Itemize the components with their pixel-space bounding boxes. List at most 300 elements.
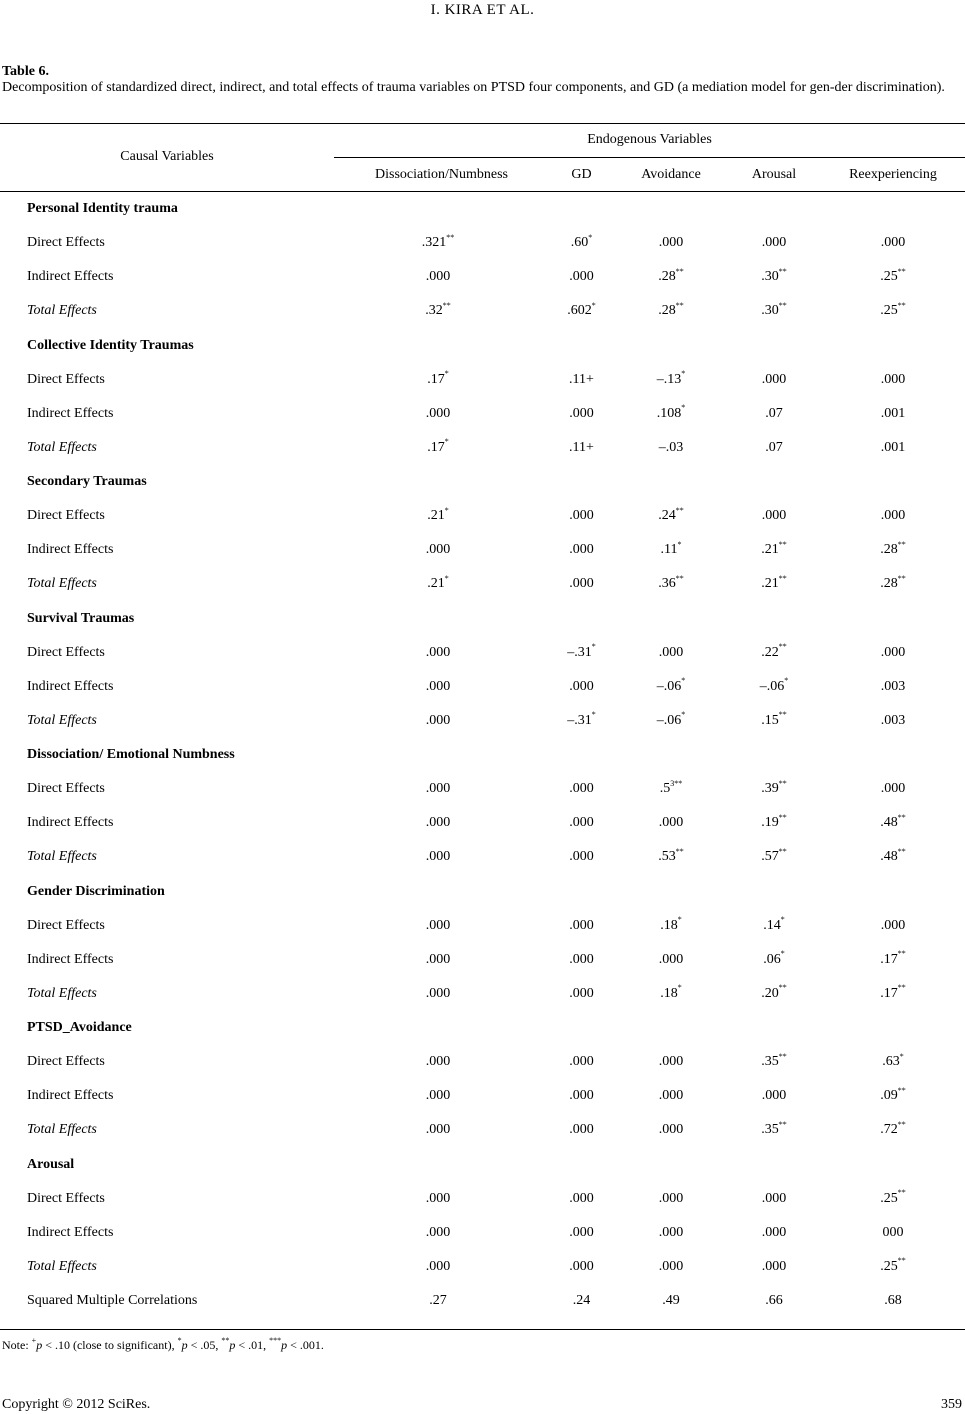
cell-value: .28 [880, 542, 898, 558]
cell-value: .000 [569, 542, 594, 558]
cell-value: .000 [658, 951, 684, 967]
table-cell [821, 260, 965, 294]
cell-value: .000 [569, 951, 594, 967]
table-cell [727, 1284, 821, 1318]
cell-value: .60 [570, 235, 589, 251]
significance-marker: * [588, 232, 593, 242]
note-prefix: Note: [2, 1338, 32, 1352]
table-cell [821, 943, 965, 977]
cell-value: .000 [425, 849, 451, 865]
cell-value: .000 [761, 1258, 787, 1274]
table-cell [548, 465, 615, 499]
cell-value: .000 [425, 1054, 451, 1070]
cell-value: .000 [658, 1054, 684, 1070]
cell-value: .49 [662, 1293, 680, 1309]
significance-marker: ** [778, 1119, 787, 1129]
cell-value: .000 [425, 1258, 451, 1274]
table-cell [821, 431, 965, 465]
row-label: Indirect Effects [27, 951, 114, 967]
cell-value: .20 [761, 985, 779, 1001]
note-significance-marker: + [31, 1336, 37, 1345]
table-cell [328, 602, 548, 636]
table-cell [727, 806, 821, 840]
cell-value: –.13 [656, 371, 682, 387]
page-number: 359 [941, 1397, 962, 1412]
table-cell [821, 294, 965, 328]
cell-value: .000 [658, 815, 684, 831]
effects-table-body [0, 192, 965, 1318]
cell-value: .17 [880, 985, 898, 1001]
table-row [0, 499, 965, 533]
cell-value: .18 [660, 917, 678, 933]
table-cell [328, 499, 548, 533]
row-label: Total Effects [27, 712, 97, 728]
table-row [0, 260, 965, 294]
cell-value: .000 [569, 576, 594, 592]
cell-value: .000 [569, 1088, 594, 1104]
row-label: Direct Effects [27, 235, 105, 251]
significance-marker: ** [897, 846, 906, 856]
table-cell [727, 431, 821, 465]
significance-marker: * [677, 983, 682, 993]
header-causal-variables: Causal Variables [120, 149, 214, 164]
table-cell [727, 1250, 821, 1284]
table-cell [727, 840, 821, 874]
table-cell [328, 363, 548, 397]
cell-value: .32 [425, 303, 443, 319]
table-cell [821, 329, 965, 363]
table-cell [615, 1148, 727, 1182]
table-cell [328, 909, 548, 943]
table-cell [548, 533, 615, 567]
table-cell [548, 294, 615, 328]
table-cell [727, 329, 821, 363]
table-cell [821, 465, 965, 499]
effects-table [0, 192, 965, 1318]
table-row [0, 1045, 965, 1079]
table-cell [821, 772, 965, 806]
table-cell [727, 397, 821, 431]
table-cell [727, 363, 821, 397]
significance-marker: ** [675, 300, 684, 310]
table-cell [615, 329, 727, 363]
table-cell [727, 909, 821, 943]
table-cell [821, 363, 965, 397]
table-cell [727, 567, 821, 601]
header-col-gd: GD [571, 167, 592, 182]
row-label: Total Effects [27, 303, 97, 319]
table-cell [727, 943, 821, 977]
table-cell [821, 1216, 965, 1250]
table-cell [727, 294, 821, 328]
table-row [0, 397, 965, 431]
cell-value: .28 [658, 303, 676, 319]
cell-value: .000 [569, 1054, 594, 1070]
significance-marker: * [899, 1051, 904, 1061]
table-cell [328, 192, 548, 226]
significance-marker: * [784, 676, 789, 686]
significance-marker: * [444, 369, 449, 379]
table-cell [615, 636, 727, 670]
table-cell [328, 329, 548, 363]
table-cell [821, 636, 965, 670]
header-group-rule [334, 157, 965, 158]
table-cell [548, 499, 615, 533]
table-cell [615, 1284, 727, 1318]
table-cell [615, 1113, 727, 1147]
cell-value: .000 [761, 1190, 787, 1206]
table-row [0, 567, 965, 601]
header-endogenous: Endogenous Variables [587, 132, 712, 147]
table-cell [727, 1148, 821, 1182]
table-cell [328, 1250, 548, 1284]
table-cell [615, 670, 727, 704]
table-cell [548, 567, 615, 601]
table-cell [615, 875, 727, 909]
table-cell [548, 1182, 615, 1216]
cell-value: .000 [569, 849, 594, 865]
cell-value: –.06 [656, 712, 682, 728]
row-label: Direct Effects [27, 781, 105, 797]
table-row [0, 294, 965, 328]
significance-marker: * [681, 403, 686, 413]
cell-value: .000 [425, 712, 451, 728]
table-cell [727, 602, 821, 636]
significance-marker: * [444, 573, 449, 583]
table-cell [615, 1045, 727, 1079]
note-significance-marker: ** [221, 1336, 230, 1345]
table-cell [548, 260, 615, 294]
cell-value: .25 [880, 303, 898, 319]
significance-marker: * [681, 710, 686, 720]
cell-value: .000 [880, 781, 906, 797]
cell-value: .07 [765, 405, 783, 421]
significance-marker: ** [778, 539, 787, 549]
cell-value: .24 [658, 508, 676, 524]
table-cell [328, 875, 548, 909]
row-label: Total Effects [27, 439, 97, 455]
table-cell [615, 226, 727, 260]
table-cell [615, 192, 727, 226]
row-label: Total Effects [27, 849, 97, 865]
cell-value: .000 [761, 1224, 787, 1240]
cell-value: .17 [427, 371, 445, 387]
table-cell [727, 1216, 821, 1250]
cell-value: .000 [658, 235, 684, 251]
section-heading: PTSD_Avoidance [27, 1020, 132, 1036]
table-cell [328, 977, 548, 1011]
cell-value: .66 [765, 1293, 783, 1309]
cell-value: .000 [761, 1088, 787, 1104]
note-threshold: < .10 (close to significant), [42, 1338, 178, 1352]
significance-marker: ** [778, 642, 787, 652]
cell-value: –.06 [656, 678, 682, 694]
significance-marker: ** [897, 949, 906, 959]
table-cell [328, 260, 548, 294]
running-head: I. KIRA ET AL. [430, 2, 535, 18]
row-label: Direct Effects [27, 508, 105, 524]
significance-marker: * [681, 676, 686, 686]
cell-value: .000 [658, 1190, 684, 1206]
cell-value: .5 [659, 781, 671, 797]
cell-value: 000 [882, 1224, 904, 1240]
table-cell [821, 738, 965, 772]
table-cell [548, 192, 615, 226]
table-cell [328, 943, 548, 977]
section-row [0, 738, 965, 772]
significance-marker: ** [778, 1051, 787, 1061]
significance-marker: ** [442, 300, 451, 310]
row-label: Indirect Effects [27, 405, 114, 421]
section-heading: Collective Identity Traumas [27, 337, 194, 353]
table-row [0, 636, 965, 670]
table-cell [548, 363, 615, 397]
cell-value: .21 [761, 576, 779, 592]
significance-marker: ** [897, 983, 906, 993]
table-cell [821, 499, 965, 533]
table-cell [548, 806, 615, 840]
table-cell [821, 1113, 965, 1147]
table-cell [727, 1113, 821, 1147]
table-cell [615, 602, 727, 636]
table-cell [548, 226, 615, 260]
cell-value: .48 [880, 815, 898, 831]
cell-value: .000 [425, 1224, 451, 1240]
note-threshold: < .01, [235, 1338, 270, 1352]
significance-marker: * [444, 437, 449, 447]
table-cell [727, 192, 821, 226]
table-cell [548, 636, 615, 670]
cell-value: .000 [569, 678, 594, 694]
cell-value: .000 [425, 1122, 451, 1138]
note-p-variable: p [181, 1338, 188, 1352]
significance-marker: ** [897, 1188, 906, 1198]
significance-marker: ** [675, 846, 684, 856]
cell-value: .000 [425, 269, 451, 285]
table-cell [548, 1045, 615, 1079]
note-p-variable: p [36, 1338, 43, 1352]
cell-value: .000 [425, 1088, 451, 1104]
table-cell [328, 806, 548, 840]
table-cell [615, 533, 727, 567]
header-col-arousal: Arousal [751, 167, 797, 182]
cell-value: .108 [656, 405, 682, 421]
cell-value: .000 [425, 985, 451, 1001]
cell-value: .15 [761, 712, 779, 728]
significance-marker: 3** [670, 778, 683, 788]
table-cell [548, 431, 615, 465]
cell-value: .06 [763, 951, 781, 967]
table-cell [615, 806, 727, 840]
section-row [0, 602, 965, 636]
table-cell [615, 1182, 727, 1216]
cell-value: .07 [765, 439, 783, 455]
table-row [0, 1250, 965, 1284]
significance-marker: * [591, 642, 596, 652]
cell-value: .30 [761, 269, 779, 285]
section-row [0, 192, 965, 226]
table-cell [615, 772, 727, 806]
table-cell [328, 1113, 548, 1147]
note-p-variable: p [281, 1338, 288, 1352]
section-heading: Dissociation/ Emotional Numbness [27, 747, 235, 763]
table-cell [548, 329, 615, 363]
table-row [0, 226, 965, 260]
table-cell [615, 1216, 727, 1250]
significance-marker: * [444, 505, 449, 515]
table-cell [727, 670, 821, 704]
table-row [0, 1079, 965, 1113]
section-heading: Gender Discrimination [27, 883, 165, 899]
section-heading: Personal Identity trauma [27, 201, 178, 217]
note-threshold: < .05, [187, 1338, 222, 1352]
cell-value: .000 [658, 1258, 684, 1274]
table-cell [615, 431, 727, 465]
table-cell [821, 602, 965, 636]
table-cell [548, 704, 615, 738]
cell-value: .09 [880, 1088, 898, 1104]
significance-marker: * [780, 949, 785, 959]
cell-value: .63 [882, 1054, 900, 1070]
table-cell [548, 670, 615, 704]
cell-value: .000 [425, 1190, 451, 1206]
row-label: Direct Effects [27, 371, 105, 387]
table-row [0, 1216, 965, 1250]
cell-value: .000 [658, 1122, 684, 1138]
table-cell [821, 806, 965, 840]
row-label: Direct Effects [27, 1054, 105, 1070]
table-cell [615, 738, 727, 772]
cell-value: .35 [761, 1054, 779, 1070]
table-cell [821, 1182, 965, 1216]
section-heading: Survival Traumas [27, 610, 135, 626]
table-cell [821, 1011, 965, 1045]
cell-value: .21 [427, 508, 445, 524]
section-row [0, 1148, 965, 1182]
section-heading: Arousal [27, 1156, 75, 1172]
table-cell [615, 977, 727, 1011]
row-label: Indirect Effects [27, 1088, 114, 1104]
table-row [0, 1113, 965, 1147]
cell-value: .22 [761, 644, 779, 660]
table-cell [328, 1148, 548, 1182]
table-cell [615, 499, 727, 533]
table-label: Table 6. [2, 64, 49, 79]
table-cell [821, 1045, 965, 1079]
cell-value: –.03 [658, 439, 684, 455]
cell-value: .14 [763, 917, 781, 933]
table-cell [548, 397, 615, 431]
row-label: Direct Effects [27, 917, 105, 933]
table-cell [328, 772, 548, 806]
cell-value: .000 [761, 371, 787, 387]
significance-marker: * [780, 915, 785, 925]
table-cell [727, 636, 821, 670]
table-row [0, 977, 965, 1011]
note-significance-marker: * [177, 1336, 182, 1345]
table-cell [727, 772, 821, 806]
table-cell [548, 738, 615, 772]
table-cell [548, 602, 615, 636]
table-row [0, 806, 965, 840]
cell-value: .27 [429, 1293, 447, 1309]
cell-value: .000 [569, 815, 594, 831]
table-cell [821, 192, 965, 226]
table-cell [821, 567, 965, 601]
cell-value: .17 [880, 951, 898, 967]
cell-value: .003 [880, 712, 906, 728]
cell-value: .35 [761, 1122, 779, 1138]
cell-value: .000 [569, 1122, 594, 1138]
cell-value: .000 [425, 644, 451, 660]
significance-marker: * [591, 300, 596, 310]
row-label: Indirect Effects [27, 1224, 114, 1240]
table-cell [821, 533, 965, 567]
table-cell [615, 465, 727, 499]
copyright: Copyright © 2012 SciRes. [2, 1397, 151, 1412]
significance-marker: ** [778, 573, 787, 583]
cell-value: .25 [880, 1258, 898, 1274]
table-cell [615, 397, 727, 431]
table-cell [328, 1079, 548, 1113]
cell-value: .000 [425, 951, 451, 967]
table-cell [727, 875, 821, 909]
row-label: Total Effects [27, 1122, 97, 1138]
table-cell [328, 465, 548, 499]
cell-value: .21 [427, 576, 445, 592]
cell-value: .000 [569, 508, 594, 524]
significance-marker: ** [778, 778, 787, 788]
significance-marker: ** [778, 812, 787, 822]
row-label: Total Effects [27, 985, 97, 1001]
table-row [0, 1182, 965, 1216]
note-threshold: < .001. [287, 1338, 324, 1352]
cell-value: .28 [880, 576, 898, 592]
table-bottom-rule [0, 1329, 965, 1330]
table-cell [328, 533, 548, 567]
significance-marker: ** [675, 505, 684, 515]
table-row [0, 670, 965, 704]
table-row [0, 431, 965, 465]
cell-value: .30 [761, 303, 779, 319]
cell-value: .11+ [569, 371, 594, 387]
table-caption-text: Decomposition of standardized direct, indirect, and total effects of trauma variables on PTSD four components, and GD (a mediation model for gen-der discrimination). [2, 80, 945, 95]
cell-value: .000 [569, 405, 594, 421]
significance-marker: * [677, 539, 682, 549]
note-significance-marker: *** [269, 1336, 282, 1345]
table-cell [615, 260, 727, 294]
significance-marker: ** [897, 300, 906, 310]
table-cell [328, 704, 548, 738]
section-row [0, 875, 965, 909]
table-cell [328, 567, 548, 601]
table-cell [615, 294, 727, 328]
cell-value: –.31 [567, 712, 592, 728]
table-cell [615, 704, 727, 738]
table-cell [821, 1148, 965, 1182]
table-cell [548, 875, 615, 909]
row-label: Indirect Effects [27, 542, 114, 558]
table-cell [727, 465, 821, 499]
cell-value: .000 [425, 542, 451, 558]
cell-value: .57 [761, 849, 779, 865]
table-cell [548, 1284, 615, 1318]
table-cell [615, 1011, 727, 1045]
table-cell [821, 977, 965, 1011]
table-cell [727, 704, 821, 738]
row-label: Total Effects [27, 576, 97, 592]
cell-value: .000 [425, 405, 451, 421]
